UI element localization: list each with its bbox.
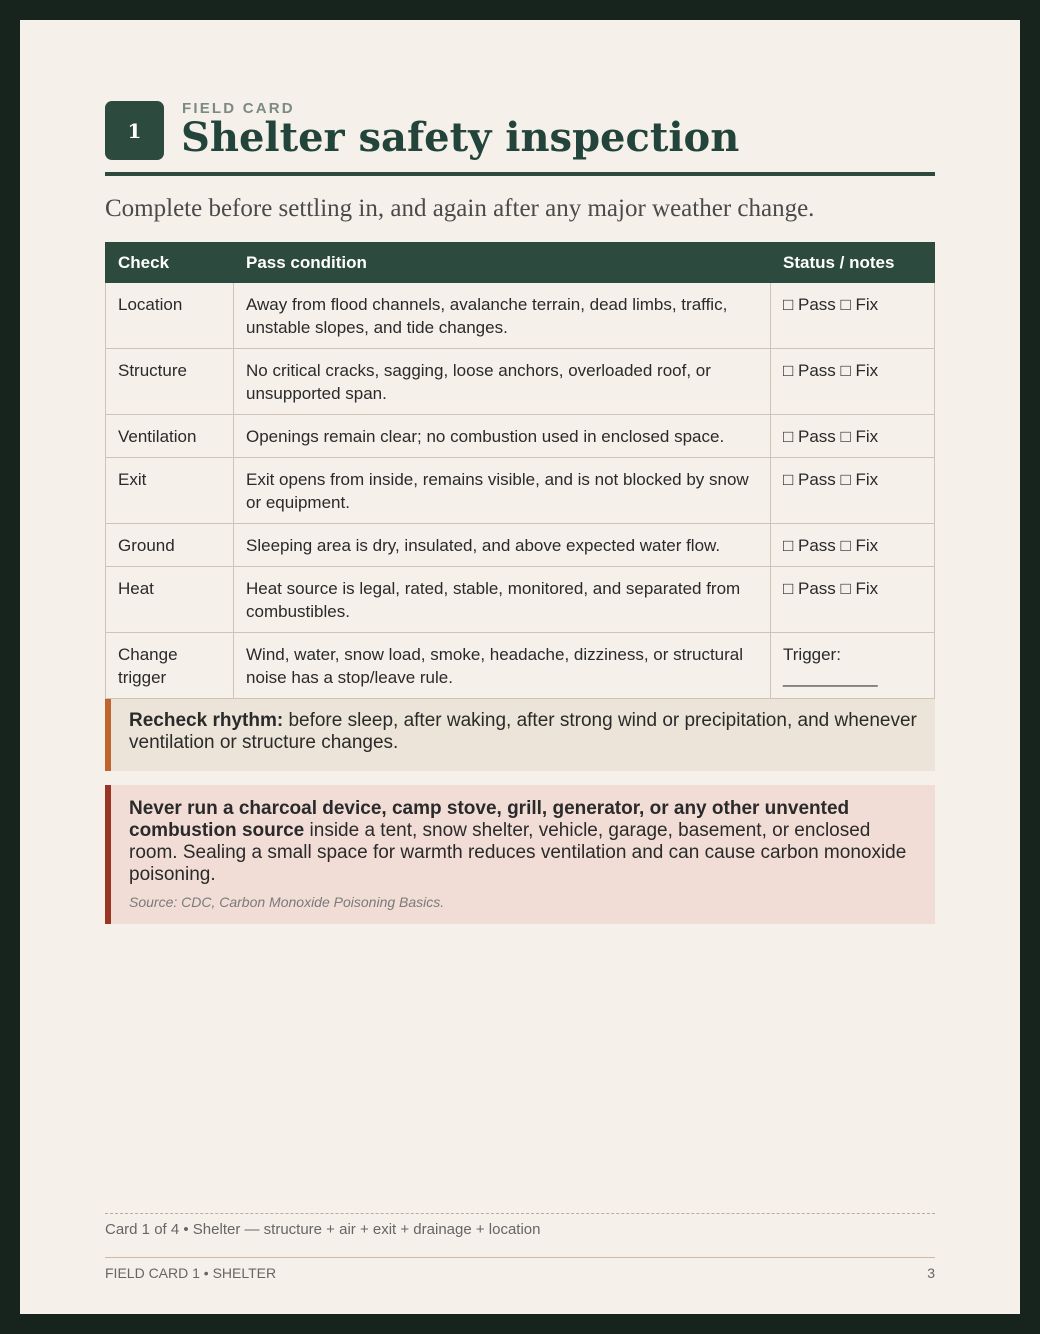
check-cell: Structure [106,349,234,415]
status-cell[interactable]: □ Pass □ Fix [771,567,935,633]
table-row [106,349,935,415]
condition-cell: Wind, water, snow load, smoke, headache, dizziness, or structural noise has a stop/leave rule. [234,633,771,699]
check-cell: Ground [106,524,234,567]
field-card-page [20,20,1020,1314]
status-cell[interactable]: □ Pass □ Fix [771,415,935,458]
page-title: Shelter safety inspection [181,114,740,161]
status-cell[interactable]: □ Pass □ Fix [771,458,935,524]
table-row [106,458,935,524]
status-cell[interactable]: □ Pass □ Fix [771,524,935,567]
table-row [106,524,935,567]
table-row [106,283,935,349]
page-number: 3 [927,1265,935,1281]
table-header-row [106,243,935,283]
header-divider [105,172,935,176]
column-header-check: Check [106,243,234,283]
condition-cell: Heat source is legal, rated, stable, monitored, and separated from combustibles. [234,567,771,633]
condition-cell: Openings remain clear; no combustion used in enclosed space. [234,415,771,458]
co-warning-callout [105,785,935,924]
footer-card-note: Card 1 of 4 • Shelter — structure + air + exit + drainage + location [105,1221,541,1238]
condition-cell: Away from flood channels, avalanche terrain, dead limbs, traffic, unstable slopes, and tide changes. [234,283,771,349]
warning-bold-text: Never run a charcoal device, camp stove, grill, generator, or any other unvented combustion source [129,798,850,841]
inspection-table [105,242,935,699]
footer-section-label: FIELD CARD 1 • SHELTER [105,1265,277,1281]
condition-cell: Exit opens from inside, remains visible, and is not blocked by snow or equipment. [234,458,771,524]
check-cell: Heat [106,567,234,633]
column-header-status: Status / notes [771,243,935,283]
warning-source: Source: CDC, Carbon Monoxide Poisoning Basics. [129,894,445,910]
recheck-callout [105,699,935,771]
check-cell: Location [106,283,234,349]
status-cell[interactable]: □ Pass □ Fix [771,349,935,415]
condition-cell: Sleeping area is dry, insulated, and above expected water flow. [234,524,771,567]
check-cell: Change trigger [106,633,234,699]
trigger-cell[interactable]: Trigger: __________ [771,633,935,699]
column-header-pass-condition: Pass condition [234,243,771,283]
status-cell[interactable]: □ Pass □ Fix [771,283,935,349]
page-subtitle: Complete before settling in, and again after any major weather change. [105,195,815,222]
card-header [105,100,935,178]
condition-cell: No critical cracks, sagging, loose anchors, overloaded roof, or unsupported span. [234,349,771,415]
table-row [106,633,935,699]
recheck-text: before sleep, after waking, after strong wind or precipitation, and whenever ventilation or structure changes. [129,710,917,753]
footer-dashed-divider [105,1213,935,1214]
check-cell: Ventilation [106,415,234,458]
check-cell: Exit [106,458,234,524]
card-eyebrow: FIELD CARD [182,100,295,117]
recheck-label: Recheck rhythm: [129,710,284,731]
warning-text: inside a tent, snow shelter, vehicle, garage, basement, or enclosed room. Sealing a small space for warmth reduces ventilation and can cause carbon monoxide poisoning. [129,820,907,885]
table-row [106,567,935,633]
footer-divider [105,1257,935,1258]
card-number-badge: 1 [105,101,164,160]
table-row [106,415,935,458]
